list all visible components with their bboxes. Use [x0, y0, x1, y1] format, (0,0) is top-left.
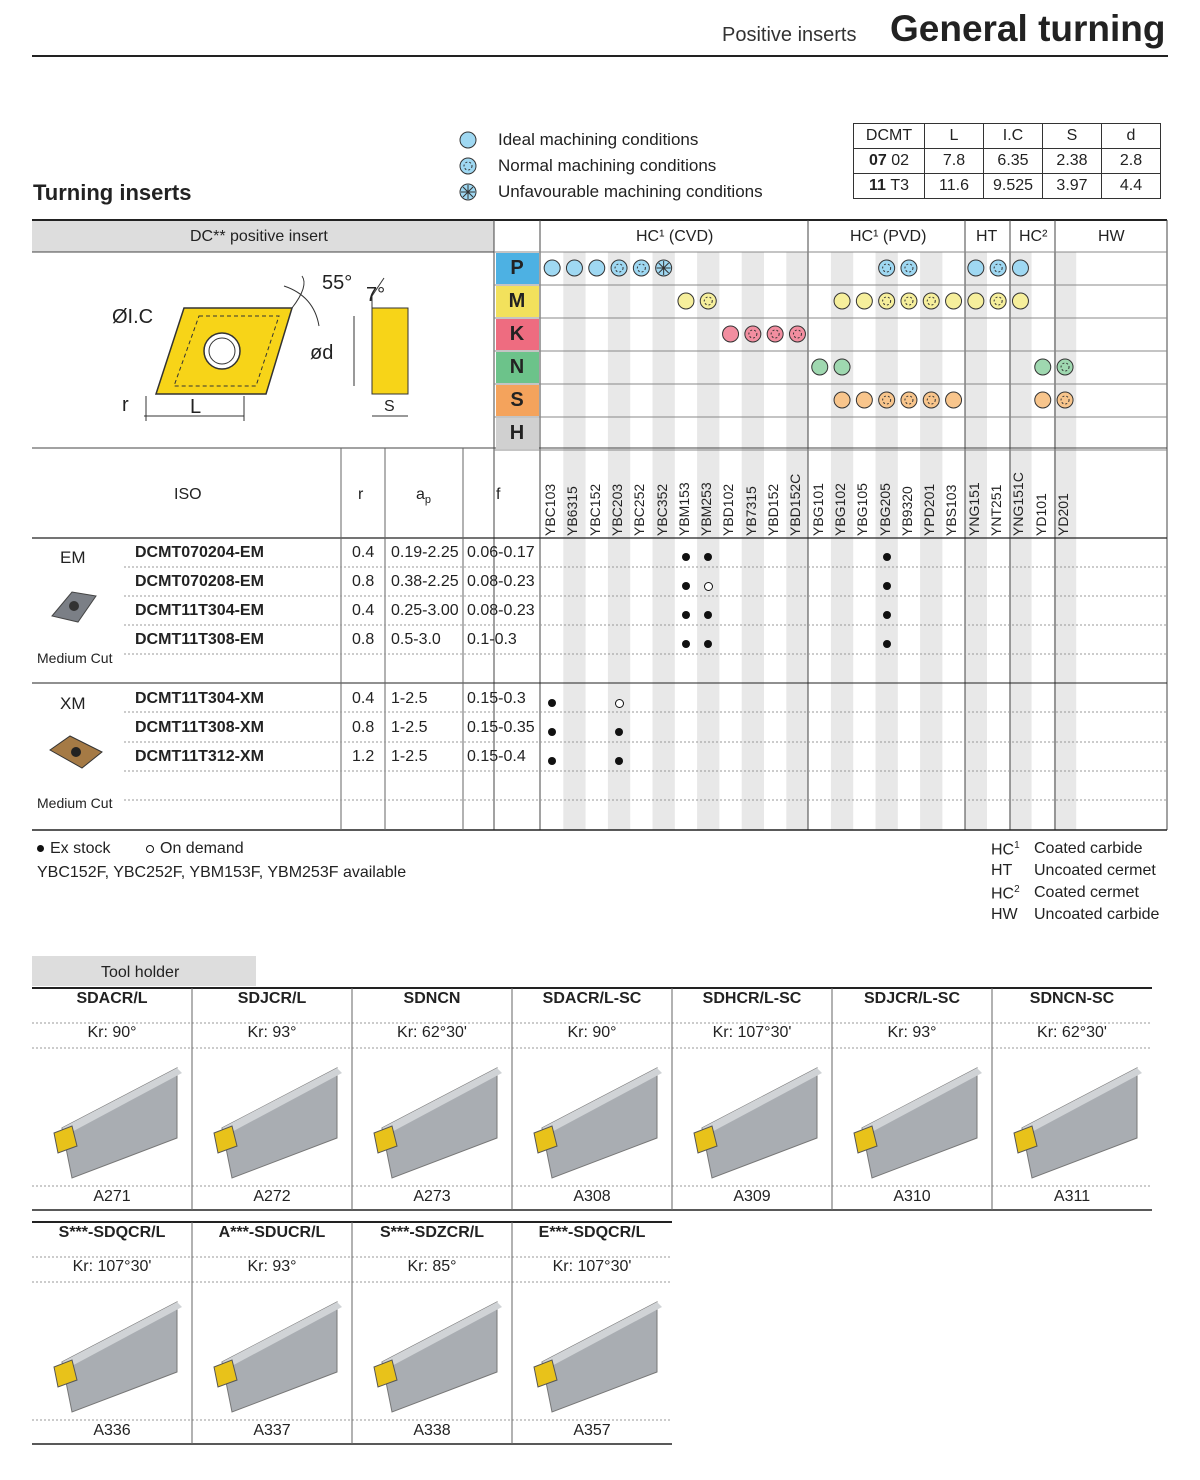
tool-holder-code: A336	[93, 1422, 131, 1439]
tool-holder-kr: Kr: 107°30'	[552, 1258, 632, 1275]
row-ap: 0.25-3.00	[391, 602, 459, 619]
dims-cell: 2.8	[1102, 149, 1161, 174]
ex-stock-mark	[883, 582, 891, 590]
tool-holder-name: SDJCR/L	[237, 990, 307, 1007]
grade-label-text: YD101	[1032, 493, 1049, 536]
tool-holder-image	[214, 1068, 342, 1178]
row-f: 0.15-0.3	[467, 690, 526, 707]
unfavourable-circle-icon	[656, 260, 672, 276]
grade-label-text: YBC152	[586, 483, 603, 536]
ex-stock-mark	[883, 611, 891, 619]
dims-cell: 9.525	[984, 174, 1043, 199]
grade-label-text: YNT251	[988, 484, 1004, 536]
dims-cell: 6.35	[984, 149, 1043, 174]
ideal-circle-icon	[834, 392, 850, 408]
tool-holder-kr: Kr: 93°	[247, 1024, 297, 1041]
ideal-circle-icon	[723, 326, 739, 342]
tool-holder-name: SDHCR/L-SC	[702, 990, 802, 1007]
tool-holder-image	[374, 1068, 502, 1178]
tool-holder-code: A337	[253, 1422, 291, 1439]
row-ap: 1-2.5	[391, 690, 428, 707]
ideal-circle-icon	[678, 293, 694, 309]
ideal-circle-icon	[946, 293, 962, 309]
grade-label-text: YB6315	[564, 486, 581, 536]
ideal-circle-icon	[566, 260, 582, 276]
grade-label-text: YBM253	[698, 482, 715, 536]
grade-label	[675, 456, 696, 536]
grade-legend-code: $HC^2$	[991, 884, 1020, 903]
row-ap: 1-2.5	[391, 719, 428, 736]
filled-dot-icon	[37, 845, 44, 852]
angle-7-label: 7°	[366, 284, 386, 306]
grade-legend-code: $HC^1$	[991, 840, 1020, 859]
dims-size: 11	[868, 177, 886, 194]
grade-label	[1032, 456, 1053, 536]
grade-label	[767, 456, 785, 536]
d-label: ød	[310, 342, 334, 364]
tool-holder-kr: Kr: 107°30'	[72, 1258, 152, 1275]
grade-label	[1012, 456, 1030, 536]
tool-holder-name: SDACR/L-SC	[542, 990, 642, 1007]
row-f: 0.08-0.23	[467, 602, 535, 619]
tool-holder-kr: Kr: 62°30'	[1037, 1024, 1107, 1041]
ex-stock-label: Ex stock	[50, 840, 111, 857]
row-ap: 0.19-2.25	[391, 544, 459, 561]
grade-label	[633, 456, 651, 536]
grade-label	[700, 456, 718, 536]
row-r: 0.4	[352, 690, 375, 707]
legend-normal-label: Normal machining conditions	[498, 156, 717, 175]
legend-unfavourable-label: Unfavourable machining conditions	[498, 182, 763, 201]
dims-code: T3	[890, 177, 910, 194]
grade-label	[876, 456, 897, 536]
dims-header: S	[1043, 124, 1102, 149]
tool-holder-code: A273	[413, 1188, 451, 1205]
section-title: Turning inserts	[33, 180, 192, 205]
tool-holder-image	[54, 1068, 182, 1178]
ideal-circle-icon	[544, 260, 560, 276]
tool-holder-kr: Kr: 107°30'	[712, 1024, 792, 1041]
row-f: 0.15-0.4	[467, 748, 526, 765]
dims-cell: 3.97	[1043, 174, 1102, 199]
grade-label	[789, 456, 807, 536]
row-r: 0.8	[352, 631, 375, 648]
grade-label	[1054, 456, 1075, 536]
normal-circle-icon	[789, 326, 805, 342]
header-rule	[32, 55, 1168, 57]
r-header: r	[358, 486, 364, 503]
ideal-circle-icon	[1012, 260, 1028, 276]
ex-stock-mark	[615, 757, 623, 765]
dims-header: d	[1102, 124, 1161, 149]
row-f: 0.1-0.3	[467, 631, 517, 648]
grade-legend-desc: Coated carbide	[1034, 840, 1143, 857]
ic-label: ØI.C	[112, 306, 154, 328]
xm-cut-label: Medium Cut	[37, 795, 113, 811]
open-dot-icon	[146, 845, 154, 853]
row-r: 1.2	[352, 748, 375, 765]
ideal-circle-icon	[968, 260, 984, 276]
group-cvd: HC¹ (CVD)	[636, 228, 714, 245]
normal-circle-icon	[901, 293, 917, 309]
insert-diagram	[34, 256, 494, 446]
row-ap: 1-2.5	[391, 748, 428, 765]
dims-header: I.C	[984, 124, 1043, 149]
ex-stock-mark	[682, 553, 690, 561]
row-iso: DCMT11T312-XM	[135, 748, 264, 765]
dims-row	[854, 174, 1161, 199]
grade-label-text: YPD201	[921, 483, 938, 536]
grade-label-text: YBG105	[854, 483, 871, 536]
grade-label-text: YBC352	[653, 483, 670, 536]
ex-stock-mark	[615, 728, 623, 736]
group-ht: HT	[976, 228, 998, 245]
ap-header-main: a	[416, 486, 425, 503]
grade-label-text: YB7315	[742, 486, 759, 536]
tool-holder-name: S***-SDZCR/L	[379, 1224, 484, 1241]
grade-label	[945, 456, 963, 536]
row-r: 0.4	[352, 602, 375, 619]
ex-stock-mark	[883, 640, 891, 648]
em-label: EM	[60, 548, 86, 567]
group-hw: HW	[1098, 228, 1125, 245]
dims-cell: 11.6	[925, 174, 984, 199]
grade-label	[856, 456, 874, 536]
ideal-circle-icon	[812, 359, 828, 375]
tool-holder-name: E***-SDQCR/L	[538, 1224, 646, 1241]
row-r: 0.4	[352, 544, 375, 561]
page-title: General turning	[890, 8, 1166, 49]
ideal-circle-icon	[834, 359, 850, 375]
grade-label-text: YBS103	[943, 484, 960, 536]
on-demand-mark	[615, 699, 624, 708]
header-subtitle: Positive inserts	[722, 24, 857, 46]
tool-holder-code: A311	[1053, 1188, 1091, 1205]
tool-holder-name: S***-SDQCR/L	[58, 1224, 166, 1241]
row-r: 0.8	[352, 573, 375, 590]
holders-grid	[0, 980, 1200, 1450]
tool-holder-kr: Kr: 90°	[87, 1024, 137, 1041]
dims-cell: 2.38	[1043, 149, 1102, 174]
grade-label	[923, 456, 941, 536]
l-label: L	[190, 396, 202, 418]
grade-label-text: YBM153	[675, 482, 692, 536]
row-iso: DCMT11T308-EM	[135, 631, 264, 648]
available-note: YBC152F, YBC252F, YBM153F, YBM253F available	[37, 864, 407, 881]
tool-holder-name: A***-SDUCR/L	[218, 1224, 326, 1241]
unfavourable-circle-icon	[458, 182, 478, 202]
grade-label	[586, 456, 607, 536]
grade-label-text: YNG151C	[1010, 472, 1027, 536]
row-iso: DCMT11T308-XM	[135, 719, 264, 736]
row-r: 0.8	[352, 719, 375, 736]
tool-holder-name: SDNCN-SC	[1029, 990, 1115, 1007]
grade-label	[809, 456, 830, 536]
normal-circle-icon	[1057, 359, 1073, 375]
legend-ideal-label: Ideal machining conditions	[498, 130, 699, 149]
tool-holder-code: A271	[93, 1188, 131, 1205]
grade-label	[990, 456, 1008, 536]
grade-label-text: YBC252	[631, 483, 648, 536]
ap-header	[416, 486, 431, 506]
grade-label	[608, 456, 629, 536]
angle-55-label: 55°	[322, 272, 353, 294]
dims-row	[854, 149, 1161, 174]
grade-label-text: YD201	[1054, 493, 1071, 536]
grade-legend-desc: Uncoated cermet	[1034, 862, 1156, 879]
row-f: 0.08-0.23	[467, 573, 535, 590]
em-cut-label: Medium Cut	[37, 650, 113, 666]
tool-holder-image	[854, 1068, 982, 1178]
tool-holder-code: A308	[573, 1188, 611, 1205]
f-header: f	[496, 486, 501, 503]
xm-label: XM	[60, 694, 86, 713]
normal-circle-icon	[1057, 392, 1073, 408]
grade-label-text: YBC103	[542, 483, 558, 536]
normal-circle-icon	[767, 326, 783, 342]
dims-cell: 7.8	[925, 149, 984, 174]
normal-circle-icon	[633, 260, 649, 276]
normal-circle-icon	[700, 293, 716, 309]
ideal-circle-icon	[946, 392, 962, 408]
ideal-circle-icon	[856, 293, 872, 309]
ideal-circle-icon	[589, 260, 605, 276]
grade-label-text: YBG205	[876, 483, 893, 536]
grade-legend-code: HT	[991, 862, 1013, 879]
row-f: 0.06-0.17	[467, 544, 535, 561]
ideal-circle-icon	[458, 130, 478, 150]
row-iso: DCMT070204-EM	[135, 544, 264, 561]
ideal-circle-icon	[1012, 293, 1028, 309]
s-label: S	[384, 398, 395, 415]
material-label-h: H	[509, 422, 525, 444]
grade-label	[742, 456, 763, 536]
tool-holder-kr: Kr: 62°30'	[397, 1024, 467, 1041]
group-hc2: HC²	[1019, 228, 1048, 245]
tool-holder-kr: Kr: 85°	[407, 1258, 457, 1275]
dims-header: L	[925, 124, 984, 149]
material-label-p: P	[510, 257, 524, 279]
grade-label-text: YBC203	[608, 483, 625, 536]
grade-label	[965, 456, 986, 536]
tool-holder-code: A309	[733, 1188, 771, 1205]
row-f: 0.15-0.35	[467, 719, 535, 736]
normal-circle-icon	[458, 156, 478, 176]
xm-insert-image	[46, 732, 106, 772]
grade-label	[566, 456, 584, 536]
grade-label	[722, 456, 740, 536]
tool-holder-code: A310	[893, 1188, 931, 1205]
normal-circle-icon	[923, 392, 939, 408]
grade-label-text: YBD152C	[787, 473, 804, 536]
ideal-circle-icon	[856, 392, 872, 408]
grade-legend-code: HW	[991, 906, 1018, 923]
tool-holder-image	[694, 1068, 822, 1178]
tool-holder-image	[534, 1302, 662, 1412]
normal-circle-icon	[745, 326, 761, 342]
tool-holder-code: A272	[253, 1188, 291, 1205]
tool-holder-code: A357	[573, 1422, 611, 1439]
row-ap: 0.5-3.0	[391, 631, 441, 648]
grade-label-text: YBD152	[765, 483, 781, 536]
grade-legend-desc: Coated cermet	[1034, 884, 1139, 901]
grade-legend-sup: 1	[1014, 840, 1020, 851]
grade-label	[898, 456, 919, 536]
row-iso: DCMT11T304-EM	[135, 602, 264, 619]
ideal-circle-icon	[1035, 359, 1051, 375]
tool-holder-name: SDNCN	[403, 990, 461, 1007]
dims-cell: 4.4	[1102, 174, 1161, 199]
ex-stock-mark	[883, 553, 891, 561]
normal-circle-icon	[879, 260, 895, 276]
tool-holder-kr: Kr: 93°	[887, 1024, 937, 1041]
grade-label	[653, 456, 674, 536]
grade-label	[831, 456, 852, 536]
ex-stock-note	[37, 840, 110, 858]
normal-circle-icon	[901, 260, 917, 276]
tool-holder-image	[214, 1302, 342, 1412]
tool-holder-code: A338	[413, 1422, 451, 1439]
dims-size-cell	[854, 174, 925, 199]
row-iso: DCMT11T304-XM	[135, 690, 264, 707]
iso-header: ISO	[174, 486, 202, 503]
tool-holder-image	[374, 1302, 502, 1412]
material-label-k: K	[509, 323, 525, 345]
tool-holder-name: SDACR/L	[76, 990, 148, 1007]
dims-size-cell	[854, 149, 925, 174]
dimensions-table	[853, 123, 1161, 199]
tool-holder-image	[54, 1302, 182, 1412]
normal-circle-icon	[879, 293, 895, 309]
tool-holder-image	[1014, 1068, 1142, 1178]
normal-circle-icon	[879, 392, 895, 408]
grade-label-text: YBD102	[720, 483, 737, 536]
insert-header: DC** positive insert	[190, 228, 328, 245]
material-label-m: M	[508, 290, 526, 312]
normal-circle-icon	[901, 392, 917, 408]
ex-stock-mark	[682, 611, 690, 619]
on-demand-label: On demand	[160, 840, 244, 857]
tool-holder-image	[534, 1068, 662, 1178]
row-iso: DCMT070208-EM	[135, 573, 264, 590]
grade-label	[544, 456, 562, 536]
tool-holder-kr: Kr: 93°	[247, 1258, 297, 1275]
grade-label-text: YB9320	[898, 486, 915, 536]
material-label-s: S	[510, 389, 524, 411]
ideal-circle-icon	[834, 293, 850, 309]
grade-label-text: YBG102	[831, 483, 848, 536]
normal-circle-icon	[923, 293, 939, 309]
normal-circle-icon	[990, 260, 1006, 276]
em-insert-image	[44, 586, 104, 626]
ex-stock-mark	[682, 640, 690, 648]
normal-circle-icon	[990, 293, 1006, 309]
grade-label-text: YBG101	[809, 483, 826, 536]
ideal-circle-icon	[968, 293, 984, 309]
dims-header: DCMT	[854, 124, 925, 149]
tool-holder-label: Tool holder	[101, 964, 180, 981]
tool-holder-kr: Kr: 90°	[567, 1024, 617, 1041]
ideal-circle-icon	[1035, 392, 1051, 408]
ex-stock-mark	[682, 582, 690, 590]
group-pvd: HC¹ (PVD)	[850, 228, 927, 245]
on-demand-note	[146, 840, 244, 858]
ap-header-sub: p	[424, 494, 432, 507]
grade-legend-sup: 2	[1014, 884, 1020, 895]
grade-label-text: YNG151	[965, 482, 982, 536]
dims-code: 02	[891, 152, 910, 169]
r-label: r	[122, 394, 129, 416]
row-ap: 0.38-2.25	[391, 573, 459, 590]
grade-legend-desc: Uncoated carbide	[1034, 906, 1160, 923]
dims-header-row	[854, 124, 1161, 149]
dims-size: 07	[868, 152, 887, 169]
tool-holder-name: SDJCR/L-SC	[863, 990, 960, 1007]
material-label-n: N	[509, 356, 525, 378]
normal-circle-icon	[611, 260, 627, 276]
